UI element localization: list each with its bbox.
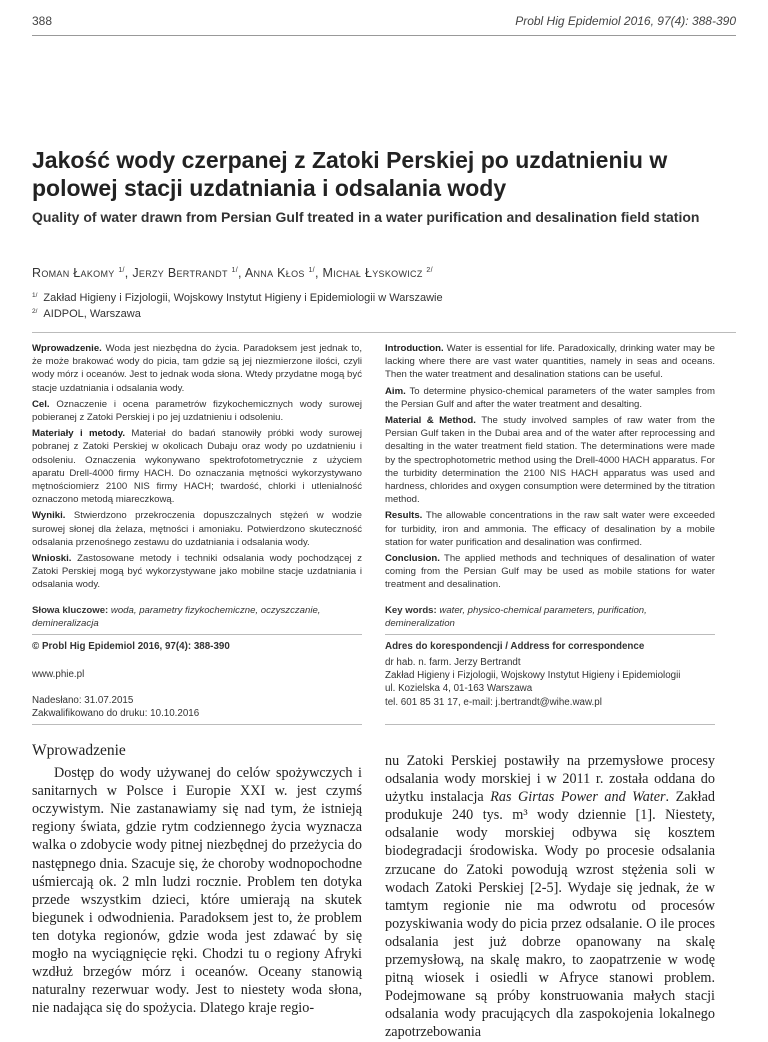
keywords-english <box>385 604 715 630</box>
abstract-text: Zastosowane metody i techniki odsalania wody pochodzącej z Zatoki Perskiej mogą być wykorzystywane jako mobilne stacje uzdatniania i odsalania wody. <box>32 553 362 591</box>
accepted-date: Zakwalifikowano do druku: 10.10.2016 <box>32 708 200 719</box>
affiliation-2 <box>32 308 141 320</box>
correspondence-line: ul. Kozielska 4, 01-163 Warszawa <box>385 683 533 695</box>
abstract-english <box>385 342 715 595</box>
affiliation-mark: 1/ <box>32 292 38 299</box>
keywords-label: Key words: <box>385 605 437 616</box>
journal-reference: Probl Hig Epidemiol 2016, 97(4): 388-390 <box>515 14 736 28</box>
abstract-section <box>385 385 715 411</box>
body-paragraph: Dostęp do wody używanej do celów spożywczych i sanitarnych w Polsce i Europie XXI w. jest czymś oczywistym. Nie zastanawiamy się nad tym, że istnieją regiony świata, gdzie rytm codziennego życia wyznacza walka o zdobycie wody pitnej niezbędnej do przeżycia do następnego dnia. Szacuje się, że choroby wodnopochodne uśmiercają ok. 2 mln ludzi rocznie. Problem ten dotyka przede wszystkim dzieci, które umierają na skutek biegunek i odwodnienia. Paradoksem jest to, że problem ten dotyka regionów, gdzie woda jest zdawać by się mogło na wyciągnięcie ręki. Chodzi tu o regiony Afryki wzdłuż brzegów mórz i oceanów. Oceany stanowią naturalny rezerwuar wody. Jest to niestety woda słona, nie nadająca się do spożycia. Dlatego kraje regio- <box>32 765 362 1017</box>
abstract-text: To determine physico-chemical parameters of the water samples from the Persian Gulf and after the water treatment and desalting. <box>385 385 715 410</box>
abstract-section <box>32 552 362 592</box>
abstract-section <box>385 552 715 592</box>
abstract-text: Materiał do badań stanowiły próbki wody surowej pobranej z Zatoki Perskiej w okolicach Dubaju oraz wody po uzdatnieniu i odsoleniu. Oznaczenia wykonywano spektrofotometrycznie z użyciem aparatu Drell-4000 firmy HACH. Do oznaczania mętności wykorzystywano mętnościomierz 2100 NIS firmy HACH; twardość, chlorki i utlenialność oznaczono metodą miareczkową. <box>32 428 362 506</box>
section-heading: Wprowadzenie <box>32 742 126 759</box>
affiliation-mark: 1/ <box>308 267 315 274</box>
abstract-label: Material & Method. <box>385 415 476 427</box>
citation: © Probl Hig Epidemiol 2016, 97(4): 388-390 <box>32 641 230 652</box>
abstract-label: Cel. <box>32 398 50 410</box>
abstract-text: The allowable concentrations in the raw salt water were exceeded for turbidity, iron and ammonia. The efficacy of desalination by a mobile station for water purification and desalination was confirmed. <box>385 510 715 548</box>
abstract-label: Wnioski. <box>32 553 72 565</box>
divider <box>32 724 362 725</box>
abstract-label: Conclusion. <box>385 553 440 565</box>
keywords-text: water, physico-chemical parameters, purification, demineralization <box>385 605 647 629</box>
abstract-section <box>385 414 715 506</box>
author-name: Roman Łakomy <box>32 266 115 280</box>
author-list: Roman Łakomy $^{1/}$, Jerzy Bertrandt $^{1/}$, Anna Kłos $^{1/}$, Michał Łyskowicz $^{2/}$ <box>32 266 433 280</box>
keywords-label: Słowa kluczowe: <box>32 605 109 616</box>
body-column-left <box>32 742 362 1017</box>
keywords-text: woda, parametry fizykochemiczne, oczyszczanie, demineralizacja <box>32 605 321 629</box>
body-column-right <box>385 752 715 1042</box>
abstract-label: Wyniki. <box>32 510 66 522</box>
page-number: 388 <box>32 14 53 28</box>
abstract-text: Woda jest niezbędna do życia. Paradoksem jest jednak to, że może brakować wody do picia, tam gdzie są jej niezmierzone ilości, czyli wody mórz i oceanów. Jest to jednak woda słona. Wtedy przydatne mogą być stacje uzdatniania i odsalania wody. <box>32 343 362 394</box>
abstract-label: Results. <box>385 510 423 522</box>
affiliation-1 <box>32 292 443 304</box>
abstract-divider <box>32 332 736 333</box>
correspondence-heading: Adres do korespondencji / Address for correspondence <box>385 641 645 652</box>
affiliation-text: AIDPOL, Warszawa <box>43 308 141 320</box>
abstract-polish <box>32 342 362 595</box>
abstract-text: The applied methods and techniques of desalination of water coming from the Persian Gulf may be used as mobile stations for water treatment and desalination. <box>385 553 715 591</box>
abstract-label: Introduction. <box>385 343 444 354</box>
abstract-text: Water is essential for life. Paradoxically, drinking water may be lacking where there are vast water quantities, namely in seas and oceans. Then the water treatment and desalination stations can be useful. <box>385 343 716 381</box>
body-text: nu Zatoki Perskiej postawiły na przemysłowe procesy odsalania wody morskiej i w 2011 r. została oddana do użytku instalacja <box>385 753 715 806</box>
journal-website: www.phie.pl <box>32 669 85 680</box>
abstract-section <box>32 427 362 506</box>
abstract-label: Aim. <box>385 385 406 397</box>
correspondence-address <box>385 656 680 709</box>
divider <box>32 634 362 635</box>
affiliation-text: Zakład Higieny i Fizjologii, Wojskowy Instytut Higieny i Epidemiologii w Warszawie <box>43 292 443 304</box>
abstract-text: Stwierdzono przekroczenia dopuszczalnych stężeń w wodzie surowej słonej dla żelaza, mętności i amoniaku. Potwierdzono skuteczność odsalania przenośnego zestawu do uzdatniania i odsalania wody. <box>32 510 362 548</box>
abstract-text: The study involved samples of raw water from the Persian Gulf taken in the Dubai area and of the water after reprocessing and desalting in the water treatment field station. The determinations were made by the spectrophotometric method using the Drell-4000 HACH apparatus. For the turbidity determination the 2100 NIS HACH apparatus was used and hardness, chlorides and oxygen consumption were determined by the titration method. <box>385 415 715 506</box>
affiliation-mark: 2/ <box>32 308 38 315</box>
abstract-section <box>32 509 362 549</box>
correspondence-line: dr hab. n. farm. Jerzy Bertrandt <box>385 657 521 668</box>
received-date: Nadesłano: 31.07.2015 <box>32 695 134 706</box>
author-name: Anna Kłos <box>244 266 305 280</box>
divider <box>385 724 715 725</box>
header-divider <box>32 35 736 36</box>
facility-name: Ras Girtas Power and Water <box>490 789 666 806</box>
author-name: Michał Łyskowicz <box>322 266 423 280</box>
abstract-text: Oznaczenie i ocena parametrów fizykochemicznych wody surowej pobieranej z Zatoki Perskiej i po jej uzdatnieniu i odsoleniu. <box>32 398 362 424</box>
correspondence-line: tel. 601 85 31 17, e-mail: j.bertrandt@wihe.waw.pl <box>385 696 602 708</box>
body-paragraph <box>385 752 715 1042</box>
abstract-section <box>32 342 362 395</box>
article-title-polish: Jakość wody czerpanej z Zatoki Perskiej po uzdatnieniu w polowej stacji uzdatniania i odsalania wody <box>32 147 668 201</box>
keywords-polish <box>32 604 362 630</box>
affiliation-mark: 1/ <box>231 267 238 274</box>
abstract-section <box>385 509 715 549</box>
abstract-label: Materiały i metody. <box>32 428 126 440</box>
author-name: Jerzy Bertrandt <box>132 266 228 280</box>
divider <box>385 634 715 635</box>
abstract-section <box>32 398 362 424</box>
correspondence-line: Zakład Higieny i Fizjologii, Wojskowy Instytut Higieny i Epidemiologii <box>385 670 681 682</box>
article-title-english: Quality of water drawn from Persian Gulf treated in a water purification and desalination field station <box>32 209 700 225</box>
affiliation-mark: 2/ <box>426 267 433 274</box>
abstract-label: Wprowadzenie. <box>32 343 102 354</box>
affiliation-mark: 1/ <box>118 267 125 274</box>
abstract-section <box>385 342 715 382</box>
body-text: . Zakład produkuje 240 tys. m³ wody dziennie [1]. Niestety, odsalanie wody morskiej odbywa się kosztem biodegradacji środowiska. Wody po procesie odsalania zrzucane do Zatoki powodują wzrost stężenia soli w wodach Zatoki Perskiej [2-5]. Wydaje się jednak, że w tamtym regionie nie ma odwrotu od procesów pozyskiwania wody do picia przez odsalanie. O ile proces odsalania jest już dobrze opanowany na skalę przemysłową, na skalę makro, to zaopatrzenie w wodę pitną wiosek i osiedli w Afryce stanowi problem. Podejmowane są próby konstruowania małych stacji odsalania wody pracujących dla zaspokojenia lokalnego zapotrzebowania <box>385 789 716 1041</box>
